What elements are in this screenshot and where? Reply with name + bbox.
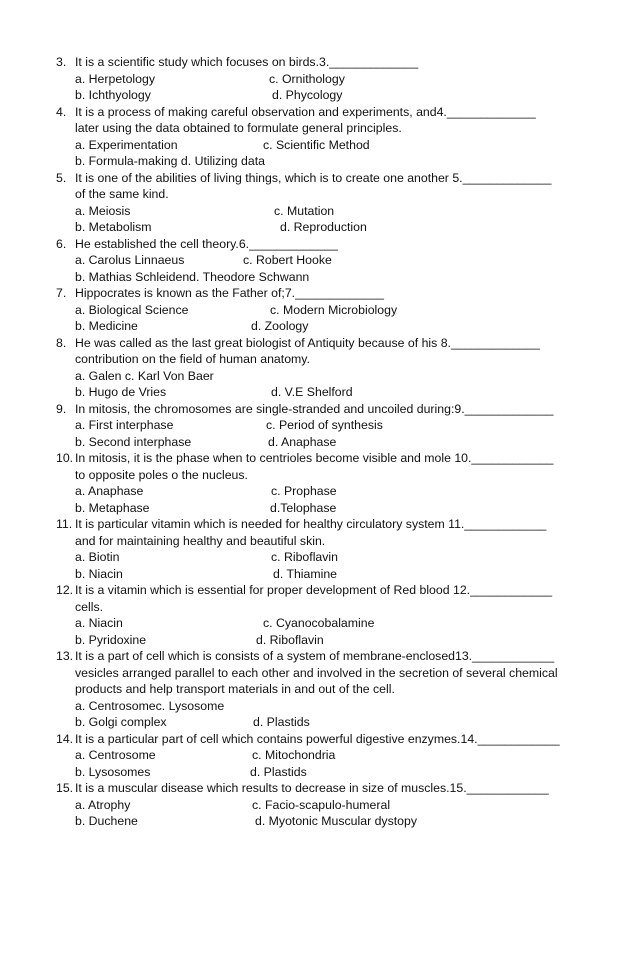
question-continuation-line	[0, 599, 638, 616]
answer-option: b. Niacin	[75, 566, 123, 581]
option-row	[0, 153, 638, 170]
question-stem-line	[0, 780, 638, 797]
answer-option: d. V.E Shelford	[271, 385, 353, 399]
question-text: In mitosis, the chromosomes are single-stranded and uncoiled during:9._____________	[75, 401, 554, 416]
question-stem-line	[0, 335, 638, 352]
answer-option: d. Zoology	[251, 319, 309, 333]
question-text: He was called as the last great biologist of Antiquity because of his 8._____________	[75, 335, 540, 350]
answer-option: c. Modern Microbiology	[270, 302, 398, 317]
question-text: vesicles arranged parallel to each other and involved in the secretion of several chemical	[75, 665, 558, 680]
question-continuation-line	[0, 186, 638, 203]
answer-option: a. Anaphase	[75, 484, 144, 498]
option-row	[0, 747, 638, 764]
option-row	[0, 698, 638, 715]
answer-option: b. Golgi complex	[75, 715, 167, 729]
option-row	[0, 219, 638, 236]
option-row	[0, 549, 638, 566]
question-text: to opposite poles o the nucleus.	[75, 467, 248, 482]
question-continuation-line	[0, 120, 638, 137]
question-stem-line	[0, 104, 638, 121]
option-row	[0, 813, 638, 830]
option-row	[0, 483, 638, 500]
option-row	[0, 714, 638, 731]
option-row	[0, 500, 638, 517]
answer-option: a. Niacin	[75, 616, 123, 630]
question-text: of the same kind.	[75, 187, 169, 201]
question-number: 4.	[56, 104, 67, 119]
answer-option: b. Second interphase	[75, 434, 192, 449]
option-row	[0, 71, 638, 88]
question-text: Hippocrates is known as the Father of;7._____________	[75, 286, 384, 300]
question-number: 8.	[56, 335, 67, 350]
option-row	[0, 615, 638, 632]
question-number: 15.	[56, 781, 74, 795]
answer-option: b. Ichthyology	[75, 88, 151, 102]
question-number: 12.	[56, 583, 74, 597]
question-stem-line	[0, 170, 638, 187]
answer-option: b. Lysosomes	[75, 764, 151, 779]
answer-option: c. Riboflavin	[271, 550, 338, 564]
question-number: 14.	[56, 731, 74, 746]
answer-option: b. Formula-making d. Utilizing data	[75, 154, 265, 168]
answer-option: b. Duchene	[75, 814, 138, 828]
answer-option: d. Plastids	[253, 715, 310, 729]
answer-option: d. Thiamine	[273, 566, 338, 581]
answer-option: a. Biological Science	[75, 302, 189, 317]
answer-option: c. Cyanocobalamine	[263, 616, 375, 630]
question-text: It is a particular part of cell which contains powerful digestive enzymes.14.____________	[75, 731, 560, 746]
question-stem-line	[0, 236, 638, 253]
question-stem-line	[0, 582, 638, 599]
question-text: products and help transport materials in and out of the cell.	[75, 682, 395, 696]
answer-option: a. Biotin	[75, 550, 120, 564]
question-continuation-line	[0, 533, 638, 550]
question-number: 10.	[56, 451, 74, 465]
answer-option: a. Atrophy	[75, 797, 131, 812]
answer-option: c. Facio-scapulo-humeral	[252, 797, 391, 812]
question-text: cells.	[75, 599, 104, 614]
answer-option: b. Metaphase	[75, 500, 150, 515]
answer-option: b. Hugo de Vries	[75, 385, 167, 399]
answer-option: b. Metabolism	[75, 220, 152, 234]
answer-option: c. Robert Hooke	[243, 253, 332, 267]
question-stem-line	[0, 450, 638, 467]
question-number: 11.	[56, 517, 73, 531]
question-continuation-line	[0, 467, 638, 484]
question-text: and for maintaining healthy and beautiful skin.	[75, 533, 326, 548]
question-text: It is a scientific study which focuses on birds.3._____________	[75, 55, 419, 69]
option-row	[0, 252, 638, 269]
option-row	[0, 632, 638, 649]
question-text: It is particular vitamin which is needed for healthy circulatory system 11.____________	[75, 517, 547, 531]
question-stem-line	[0, 285, 638, 302]
question-continuation-line	[0, 351, 638, 368]
question-text: later using the data obtained to formulate general principles.	[75, 121, 402, 135]
question-text: contribution on the field of human anatomy.	[75, 352, 310, 366]
question-number: 6.	[56, 236, 67, 251]
answer-option: c. Ornithology	[269, 71, 345, 86]
answer-option: d. Phycology	[272, 88, 343, 102]
answer-option: a. Herpetology	[75, 71, 155, 86]
option-row	[0, 368, 638, 385]
answer-option: d. Riboflavin	[256, 632, 324, 647]
question-text: In mitosis, it is the phase when to centrioles become visible and mole 10.____________	[75, 451, 554, 465]
option-row	[0, 87, 638, 104]
option-row	[0, 566, 638, 583]
question-number: 5.	[56, 170, 67, 185]
answer-option: a. Experimentation	[75, 137, 178, 152]
answer-option: c. Mitochondria	[252, 748, 336, 762]
question-continuation-line	[0, 665, 638, 682]
answer-option: c. Prophase	[271, 484, 337, 498]
option-row	[0, 797, 638, 814]
answer-option: a. Carolus Linnaeus	[75, 253, 185, 267]
option-row	[0, 203, 638, 220]
answer-option: b. Pyridoxine	[75, 632, 147, 647]
answer-option: b. Mathias Schleidend. Theodore Schwann	[75, 269, 310, 284]
question-text: It is a process of making careful observation and experiments, and4._____________	[75, 104, 536, 119]
answer-option: a. Meiosis	[75, 203, 131, 218]
question-stem-line	[0, 648, 638, 665]
option-row	[0, 137, 638, 154]
answer-option: d.Telophase	[270, 500, 337, 515]
question-list	[0, 54, 638, 830]
question-stem-line	[0, 731, 638, 748]
question-stem-line	[0, 516, 638, 533]
question-text: It is a muscular disease which results to decrease in size of muscles.15.____________	[75, 781, 549, 795]
option-row	[0, 384, 638, 401]
question-text: He established the cell theory.6._____________	[75, 236, 338, 251]
question-number: 3.	[56, 55, 67, 69]
question-stem-line	[0, 401, 638, 418]
answer-option: d. Plastids	[250, 764, 307, 779]
answer-option: d. Myotonic Muscular dystopy	[255, 814, 417, 828]
answer-option: a. Centrosomec. Lysosome	[75, 698, 225, 713]
answer-option: b. Medicine	[75, 319, 138, 333]
answer-option: a. Galen c. Karl Von Baer	[75, 368, 214, 383]
question-text: It is a part of cell which is consists of a system of membrane-enclosed13.____________	[75, 649, 555, 663]
answer-option: d. Reproduction	[280, 220, 367, 234]
answer-option: a. Centrosome	[75, 748, 156, 762]
answer-option: c. Scientific Method	[263, 137, 370, 152]
question-number: 13.	[56, 649, 74, 663]
question-number: 7.	[56, 286, 67, 300]
answer-option: a. First interphase	[75, 418, 174, 432]
option-row	[0, 318, 638, 335]
question-text: It is one of the abilities of living things, which is to create one another 5._____________	[75, 170, 552, 185]
question-continuation-line	[0, 681, 638, 698]
option-row	[0, 302, 638, 319]
option-row	[0, 417, 638, 434]
question-stem-line	[0, 54, 638, 71]
answer-option: c. Mutation	[274, 203, 335, 218]
option-row	[0, 434, 638, 451]
question-text: It is a vitamin which is essential for proper development of Red blood 12.____________	[75, 583, 553, 597]
option-row	[0, 269, 638, 286]
option-row	[0, 764, 638, 781]
question-number: 9.	[56, 401, 67, 416]
answer-option: c. Period of synthesis	[266, 418, 383, 432]
answer-option: d. Anaphase	[268, 434, 337, 449]
